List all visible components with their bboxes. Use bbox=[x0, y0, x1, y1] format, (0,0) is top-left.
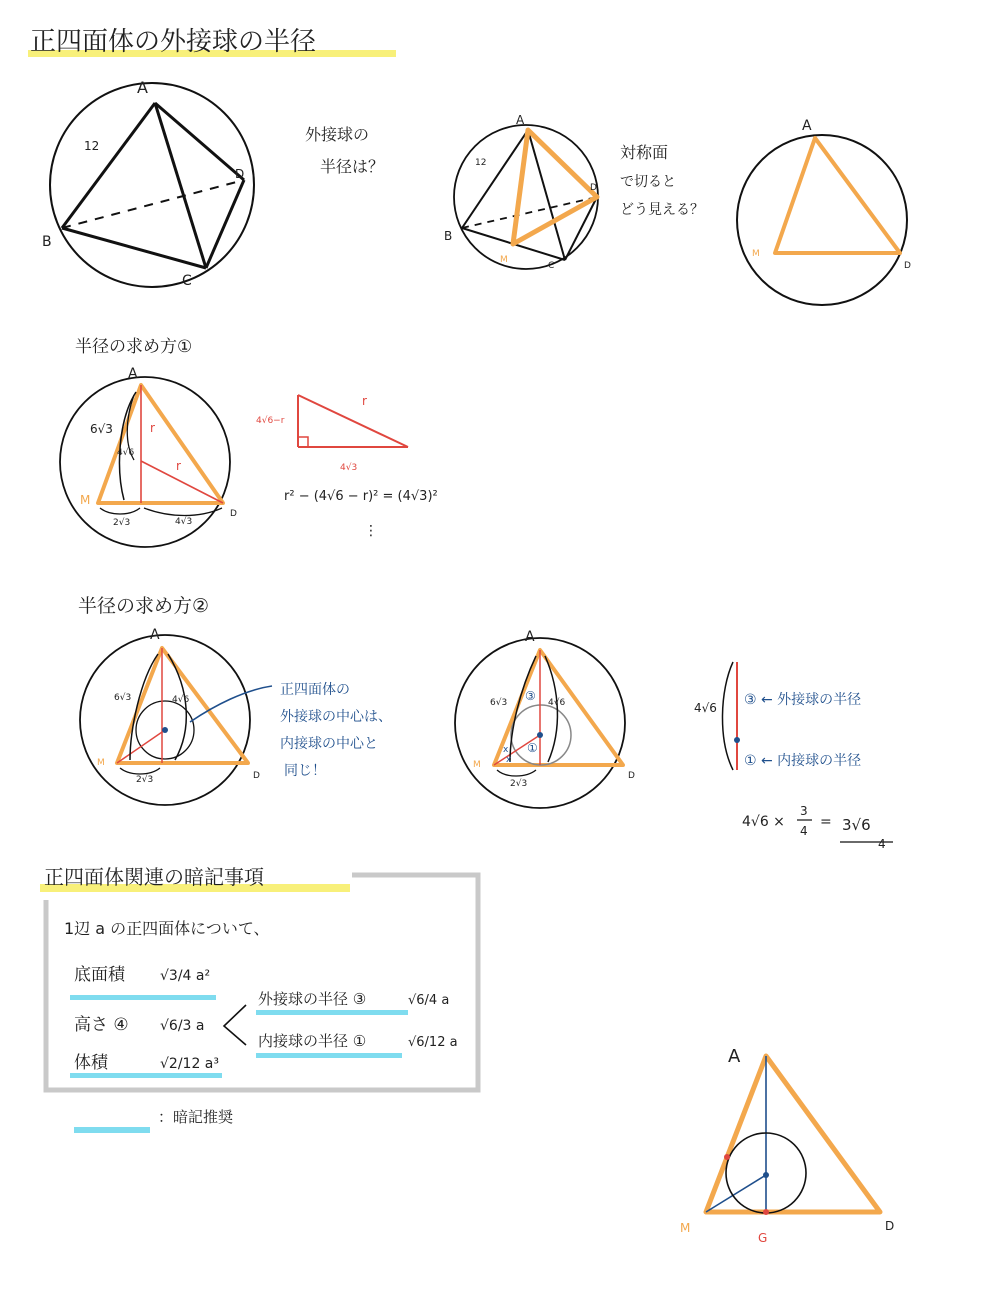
ratio-4root6: 4√6 bbox=[694, 701, 717, 715]
method2-brace-MG bbox=[120, 768, 160, 774]
figure-method2-right bbox=[455, 629, 635, 808]
label-r-vertical: r bbox=[150, 421, 155, 435]
point-A-label-7: A bbox=[728, 1046, 741, 1067]
label-6root3-m2b: 6√3 bbox=[490, 698, 508, 708]
point-M-label-2: M bbox=[500, 255, 508, 265]
label-2root3-m2: 2√3 bbox=[136, 775, 154, 785]
highlight-inradius bbox=[256, 1053, 402, 1058]
center-note-line-2: 外接球の中心は、 bbox=[280, 709, 392, 725]
label-2root3: 2√3 bbox=[113, 518, 131, 528]
cut-question-line-3: どう見える？ bbox=[620, 202, 704, 218]
question-line-1: 外接球の bbox=[305, 125, 370, 144]
label-4root6-minus-r: 4√6−r bbox=[256, 416, 285, 426]
label-6root3-m2: 6√3 bbox=[114, 693, 132, 703]
point-A-label: A bbox=[137, 78, 148, 97]
figure-tetrahedron-sphere bbox=[42, 78, 254, 289]
figure-tetrahedron-cut bbox=[444, 113, 598, 271]
point-A-label-2: A bbox=[516, 113, 525, 127]
rt-hypotenuse bbox=[298, 395, 408, 447]
label-4root3-base: 4√3 bbox=[340, 463, 358, 473]
center-note-line-3: 内接球の中心と bbox=[280, 736, 378, 752]
label-circumradius-ratio: ③ ← 外接球の半径 bbox=[744, 692, 862, 708]
question-line-2: 半径は？ bbox=[320, 157, 385, 176]
highlight-volume bbox=[70, 1073, 222, 1078]
point-D-label-5: D bbox=[253, 771, 260, 781]
edge-AB bbox=[62, 103, 155, 228]
memo-row-1-formula: √3/4 a² bbox=[160, 968, 211, 984]
label-6root3: 6√3 bbox=[90, 422, 113, 436]
point-D-label-4: D bbox=[230, 509, 237, 519]
point-D-label-6: D bbox=[628, 771, 635, 781]
figure-method1 bbox=[60, 366, 237, 547]
point-C-label-2: C bbox=[548, 261, 555, 271]
label-r-hypotenuse: r bbox=[362, 394, 367, 408]
memo-row-3-label: 体積 bbox=[74, 1053, 108, 1073]
edge-AC bbox=[155, 103, 206, 268]
memo-bracket bbox=[224, 1005, 246, 1045]
calc-result-denominator: 4 bbox=[878, 837, 886, 851]
point-C-label: C bbox=[182, 273, 192, 289]
memo-row-2-label: 高さ ④ bbox=[74, 1015, 129, 1035]
bottom-tangent-point-base bbox=[763, 1209, 769, 1215]
highlight-base-area bbox=[70, 995, 216, 1000]
point-B-label-2: B bbox=[444, 229, 453, 243]
highlight-circumradius bbox=[256, 1010, 408, 1015]
point-G-label: G bbox=[758, 1231, 768, 1245]
circumscribed-sphere bbox=[50, 83, 254, 287]
circle3-mark: ③ bbox=[525, 689, 536, 703]
point-D-label: D bbox=[235, 167, 245, 181]
point-M-label-3: M bbox=[752, 249, 760, 259]
bottom-incenter bbox=[763, 1172, 769, 1178]
brace-GD bbox=[144, 508, 222, 516]
point-A-label-4: A bbox=[128, 366, 138, 382]
cut-question-line-1: 対称面 bbox=[620, 143, 669, 162]
method2-center-point bbox=[162, 727, 168, 733]
figure-method2-left bbox=[80, 627, 272, 805]
point-D-label-3: D bbox=[904, 261, 911, 271]
memo-intro: 1辺 a の正四面体について、 bbox=[64, 919, 270, 938]
method2-outer-circle bbox=[80, 635, 250, 805]
method2b-brace-MG bbox=[497, 770, 536, 776]
memo-right-1-label: 外接球の半径 ③ bbox=[258, 990, 367, 1008]
calc-numerator: 3 bbox=[800, 804, 808, 818]
label-4root3: 4√3 bbox=[175, 517, 193, 527]
calc-left: 4√6 × bbox=[742, 814, 785, 830]
brace-MG bbox=[100, 508, 140, 514]
point-B-label: B bbox=[42, 234, 52, 250]
method2b-center-point bbox=[537, 732, 543, 738]
label-4root6-m2: 4√6 bbox=[172, 695, 190, 705]
method1-heading: 半径の求め方① bbox=[75, 337, 193, 357]
edge-BD-small-hidden bbox=[462, 197, 597, 228]
calc-denominator: 4 bbox=[800, 824, 808, 838]
angle-mark-x-2: x bbox=[506, 755, 512, 765]
legend-swatch bbox=[74, 1127, 150, 1133]
cut-question-line-2: で切ると bbox=[620, 174, 676, 190]
rt-right-angle-mark bbox=[298, 437, 308, 447]
point-A-label-6: A bbox=[525, 629, 535, 645]
method1-equation: r² − (4√6 − r)² = (4√3)² bbox=[284, 489, 438, 504]
memo-heading: 正四面体関連の暗記事項 bbox=[44, 865, 264, 889]
point-D-label-7: D bbox=[885, 1219, 895, 1233]
label-r-diagonal: r bbox=[176, 459, 181, 473]
memo-right-2-label: 内接球の半径 ① bbox=[258, 1032, 367, 1050]
bottom-tangent-point-side bbox=[724, 1154, 730, 1160]
method1-continuation: ⋮ bbox=[364, 523, 378, 539]
edge-BD-hidden bbox=[62, 180, 244, 228]
memo-row-2-formula: √6/3 a bbox=[160, 1018, 205, 1034]
point-M-label-4: M bbox=[80, 493, 91, 507]
page-title: 正四面体の外接球の半径 bbox=[30, 27, 317, 57]
right-triangle-sketch bbox=[256, 394, 408, 473]
edge-length-label-2: 12 bbox=[475, 158, 487, 168]
method1-circle bbox=[60, 377, 230, 547]
memo-right-2-formula: √6/12 a bbox=[408, 1035, 458, 1050]
memo-row-3-formula: √2/12 a³ bbox=[160, 1056, 220, 1072]
ratio-center-point bbox=[734, 737, 740, 743]
bottom-triangle bbox=[706, 1056, 880, 1212]
angle-mark-x-1: x bbox=[503, 745, 509, 755]
label-2root3-m2b: 2√3 bbox=[510, 779, 528, 789]
legend-label: ：暗記推奨 bbox=[158, 1108, 234, 1126]
calc-equals: = bbox=[820, 814, 832, 830]
point-A-label-5: A bbox=[150, 627, 160, 643]
point-M-label-5: M bbox=[97, 758, 105, 768]
label-inradius-ratio: ① ← 内接球の半径 bbox=[744, 753, 862, 769]
circle1-mark: ① bbox=[527, 741, 538, 755]
figure-bottom-right bbox=[680, 1046, 894, 1245]
memo-row-1-label: 底面積 bbox=[74, 965, 125, 985]
label-4root6: 4√6 bbox=[117, 448, 135, 458]
section-circle bbox=[737, 135, 907, 305]
section-triangle bbox=[775, 138, 900, 253]
label-4root6-m2b: 4√6 bbox=[548, 698, 566, 708]
calc-result: 3√6 bbox=[842, 816, 871, 834]
method2-heading: 半径の求め方② bbox=[78, 595, 210, 617]
point-M-label-6: M bbox=[473, 760, 481, 770]
method1-triangle bbox=[98, 385, 223, 503]
figure-cross-section bbox=[737, 118, 911, 305]
point-D-label-2: D bbox=[590, 183, 597, 193]
memo-right-1-formula: √6/4 a bbox=[408, 993, 450, 1008]
edge-length-label: 12 bbox=[84, 139, 100, 153]
point-M-label-7: M bbox=[680, 1221, 691, 1235]
ratio-sketch bbox=[694, 662, 740, 770]
center-note-line-4: 同じ！ bbox=[284, 763, 326, 779]
point-A-label-3: A bbox=[802, 118, 812, 134]
center-note-line-1: 正四面体の bbox=[280, 682, 350, 698]
ratio-brace bbox=[722, 662, 733, 770]
